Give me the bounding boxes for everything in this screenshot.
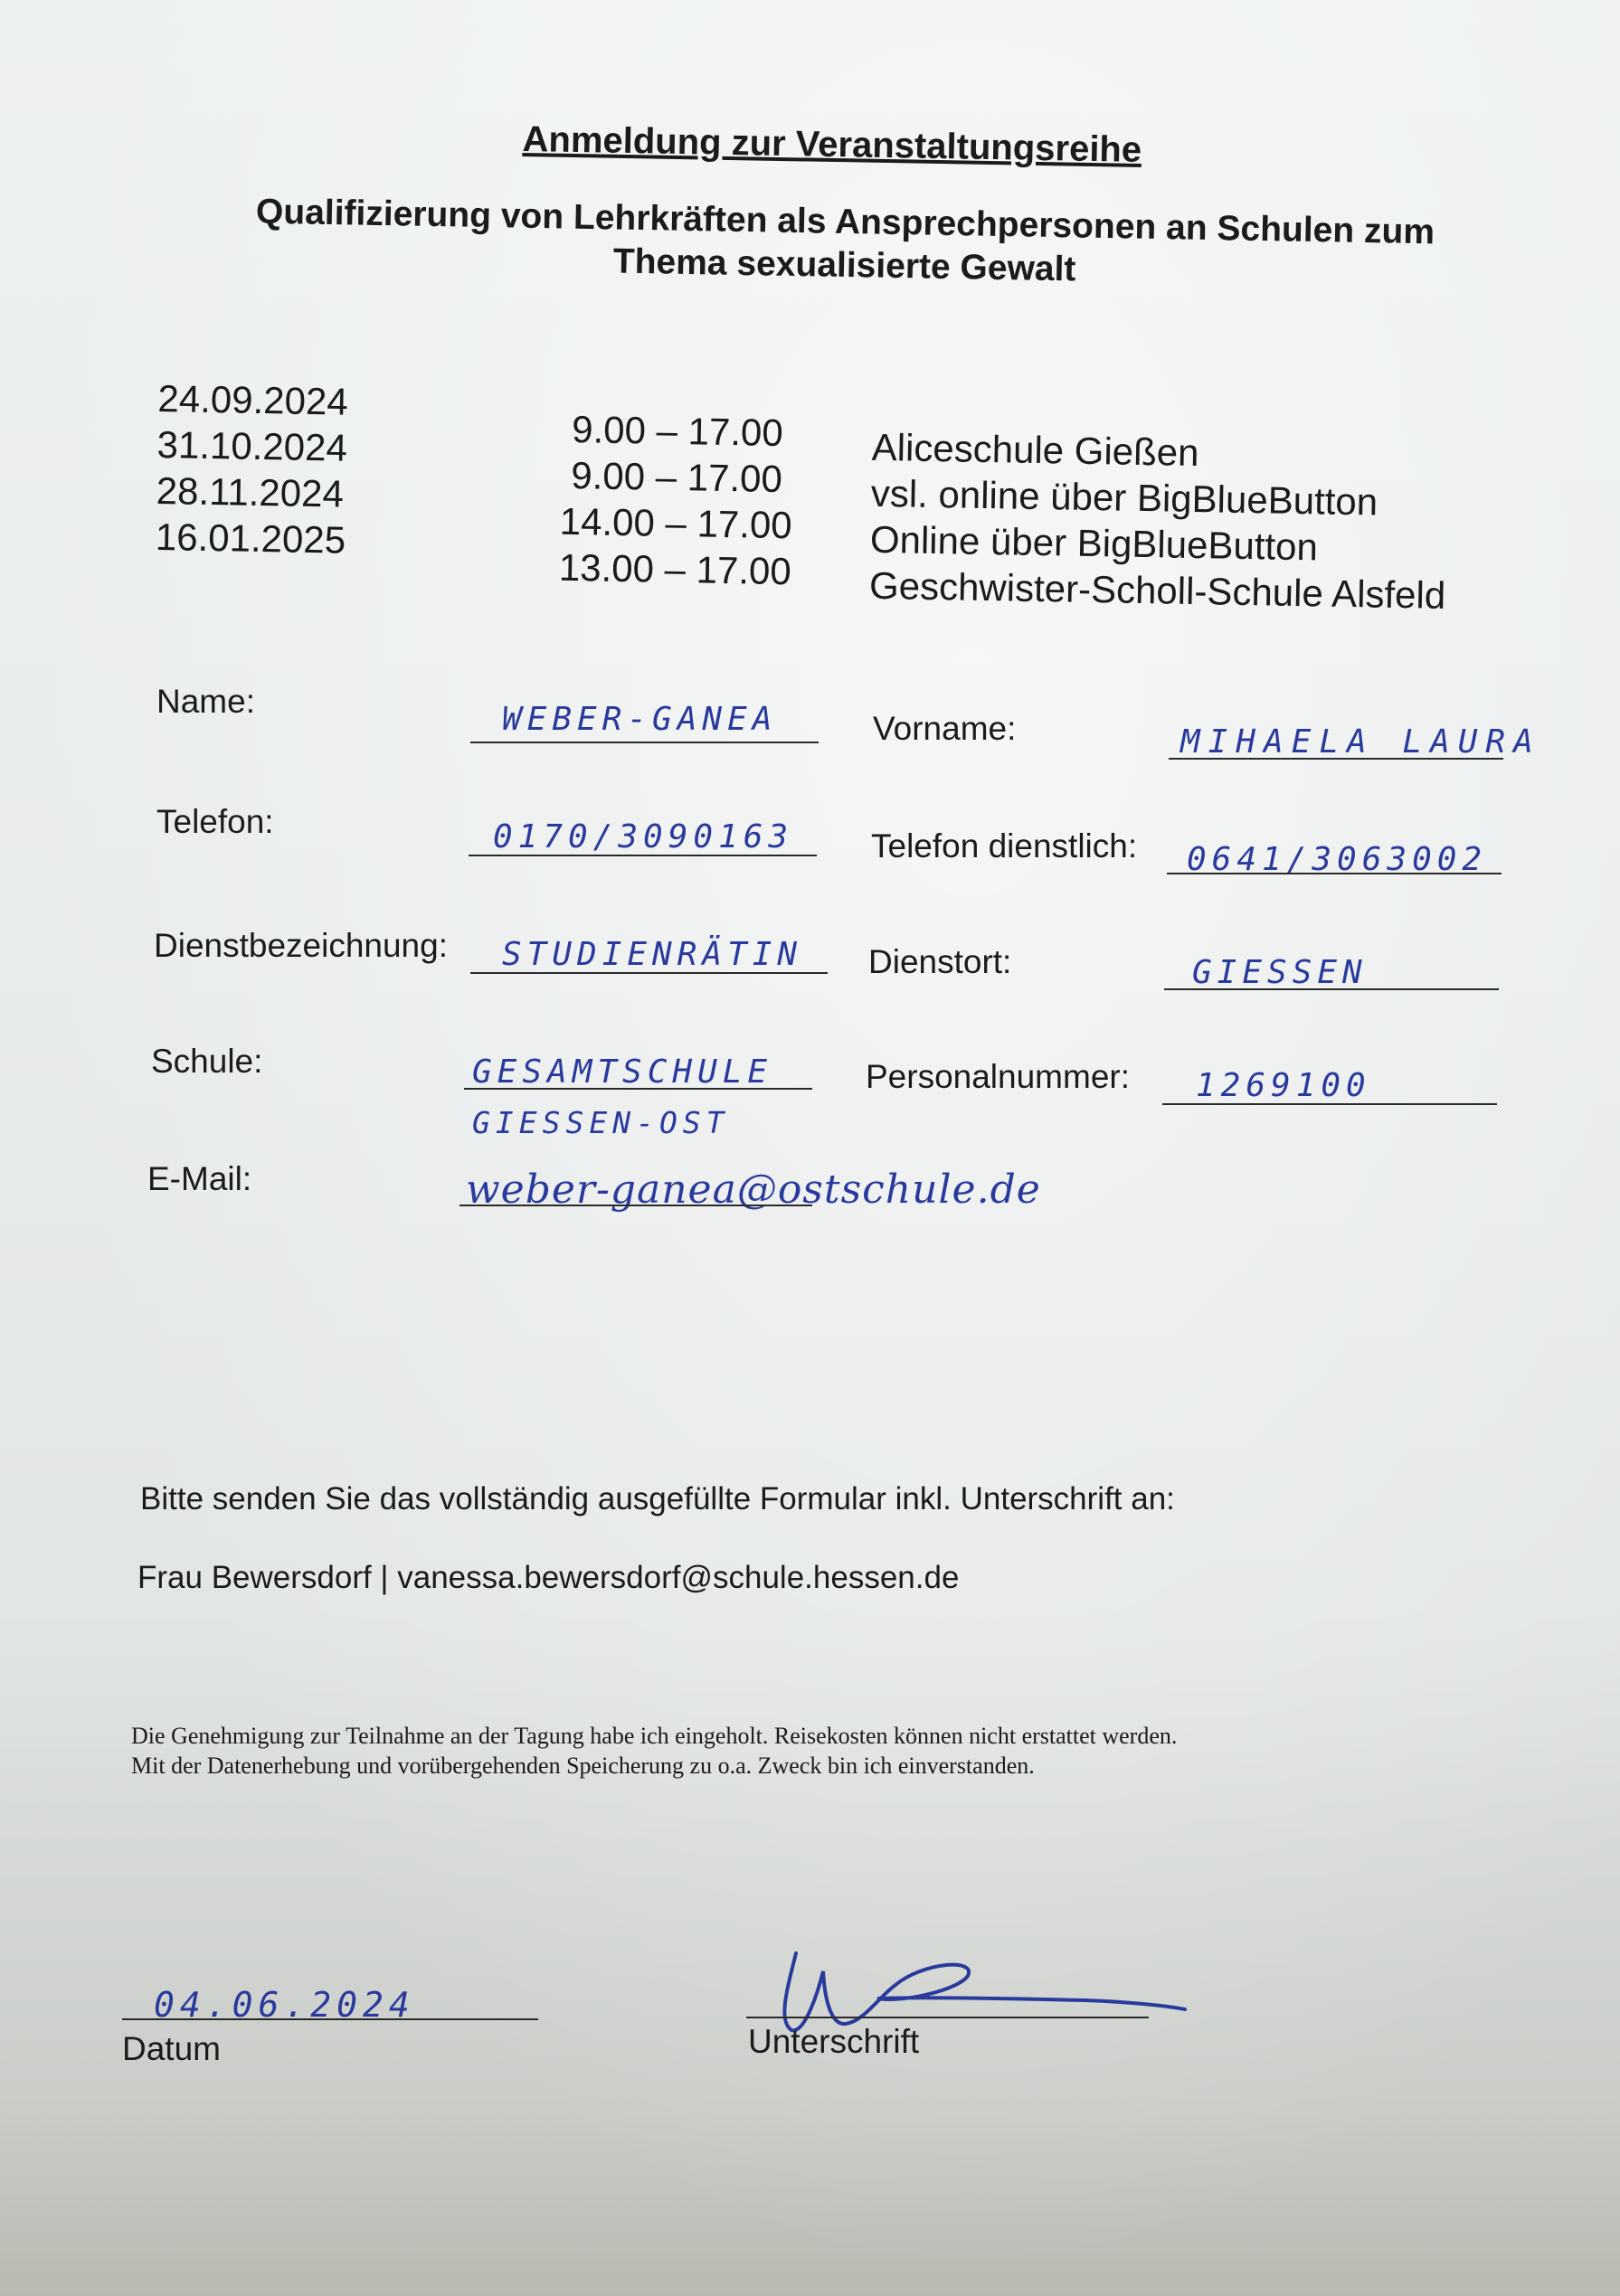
signature-label: Unterschrift [748,2023,920,2060]
schedule-time: 14.00 – 17.00 [559,499,793,547]
schedule-times [476,404,876,596]
schedule-place: Geschwister-Scholl-Schule Alsfeld [868,563,1446,617]
dienstort-value[interactable]: GIESSEN [1192,954,1368,991]
schule-line [464,1088,812,1090]
schule-value-line1[interactable]: GESAMTSCHULE [472,1054,773,1091]
disclaimer-line2: Mit der Datenerhebung und vorübergehenden Speicherung zu o.a. Zweck bin ich einverstanden. [131,1753,1035,1779]
dienstort-line [1164,988,1499,990]
schedule-date: 24.09.2024 [157,376,349,423]
schedule-place: Aliceschule Gießen [871,425,1199,475]
vorname-label: Vorname: [873,710,1017,747]
email-line [459,1205,812,1206]
schule-value-line2[interactable]: GIESSEN-OST [472,1105,730,1140]
schedule-table [154,375,1469,633]
name-value[interactable]: WEBER-GANEA [502,701,778,738]
datum-line [122,2018,538,2020]
name-label: Name: [156,683,255,720]
dienstort-label: Dienstort: [868,943,1012,980]
schedule-date: 31.10.2024 [156,422,348,469]
schedule-place: vsl. online über BigBlueButton [870,471,1378,524]
telefon-line [469,855,817,856]
telefon-label: Telefon: [156,803,274,840]
telefon-dienstlich-line [1167,873,1502,874]
schedule-time: 9.00 – 17.00 [570,453,783,501]
schedule-time: 9.00 – 17.00 [571,407,784,455]
dienstbezeichnung-value[interactable]: STUDIENRÄTIN [502,936,803,973]
schedule-date: 16.01.2025 [155,515,346,562]
email-label: E-Mail: [147,1160,252,1197]
schedule-place: Online über BigBlueButton [869,517,1319,569]
name-line [470,742,819,743]
send-instruction: Bitte senden Sie das vollständig ausgefüllte Formular inkl. Unterschrift an: [140,1481,1175,1516]
schedule-places [869,424,1449,619]
page-subtitle: Qualifizierung von Lehrkräften als Ansprechpersonen an Schulen zum Thema sexualisierte Gewalt [255,192,1435,289]
personalnummer-value[interactable]: 1269100 [1196,1067,1371,1104]
disclaimer-line1: Die Genehmigung zur Teilnahme an der Tagung habe ich eingeholt. Reisekosten können nicht erstattet werden. [131,1723,1178,1749]
personalnummer-line [1162,1103,1497,1105]
dienstbezeichnung-line [470,972,828,974]
telefon-dienstlich-label: Telefon dienstlich: [871,827,1138,865]
vorname-line [1169,758,1503,760]
schedule-date: 28.11.2024 [156,468,345,515]
signature-line [746,2017,1149,2018]
telefon-value[interactable]: 0170/3090163 [493,818,794,855]
dienstbezeichnung-label: Dienstbezeichnung: [154,927,448,964]
schule-label: Schule: [151,1043,263,1080]
telefon-dienstlich-value[interactable]: 0641/3063002 [1187,841,1488,878]
vorname-value[interactable]: MIHAELA LAURA [1180,723,1541,761]
page-title: Anmeldung zur Veranstaltungsreihe [522,119,1142,170]
datum-value[interactable]: 04.06.2024 [154,1985,415,2025]
email-value[interactable]: weber-ganea@ostschule.de [466,1167,1041,1213]
datum-label: Datum [122,2030,221,2067]
personalnummer-label: Personalnummer: [866,1058,1131,1095]
contact-info: Frau Bewersdorf | vanessa.bewersdorf@schule.hessen.de [137,1560,960,1595]
schedule-time: 13.00 – 17.00 [558,545,792,593]
schedule-dates [155,375,348,563]
